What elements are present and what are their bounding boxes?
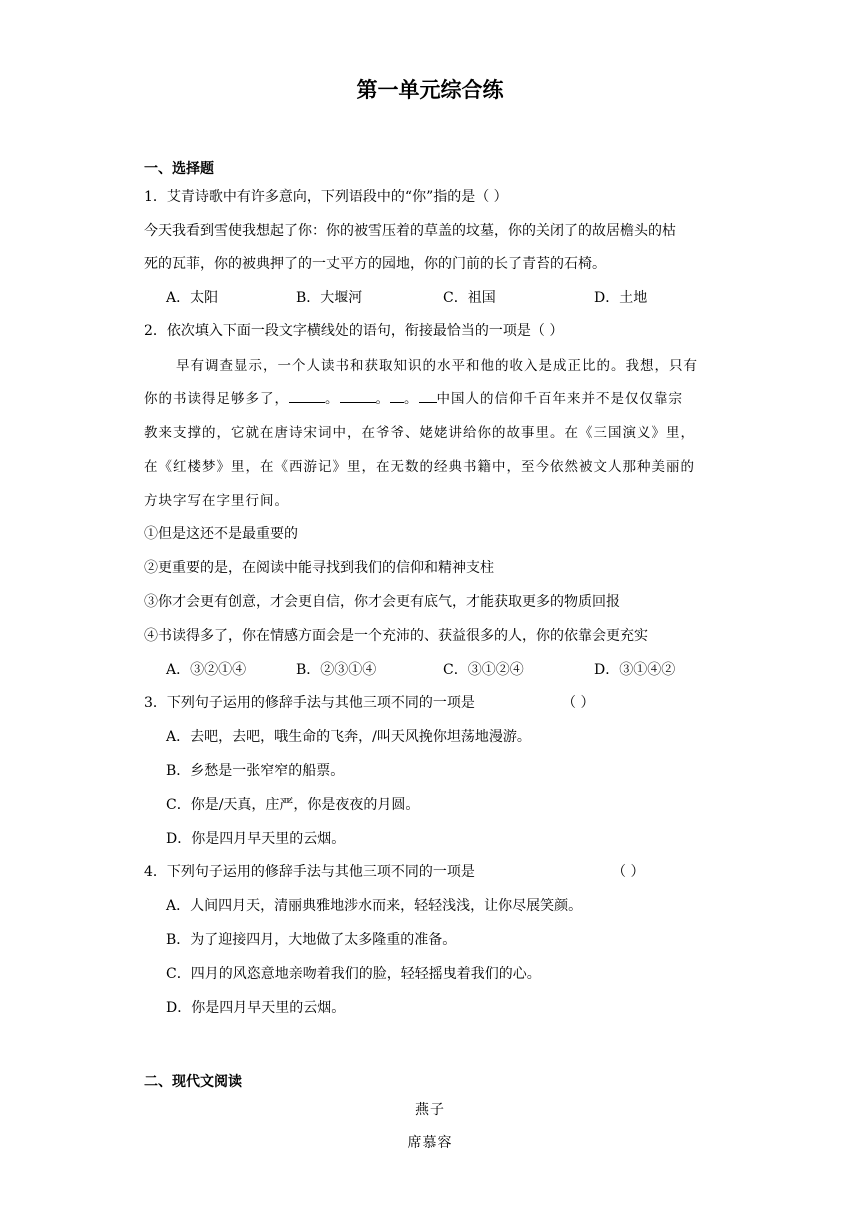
fill-blank-1[interactable] [289,390,325,403]
passage-punct: 。 [404,391,419,407]
question-2-option-c[interactable]: C．③①②④ [443,662,524,678]
question-4-option-a[interactable]: A．人间四月天，清丽典雅地涉水而来，轻轻浅浅，让你尽展笑颜。 [166,898,583,914]
question-2-option-a[interactable]: A．③②①④ [166,662,247,678]
question-2-sentence-3: ③你才会更有创意，才会更自信，你才会更有底气，才能获取更多的物质回报 [144,594,620,610]
question-3-option-c[interactable]: C．你是/天真，庄严，你是夜夜的月圆。 [166,797,420,813]
question-3-answer-paren[interactable]: （ ） [562,695,595,711]
question-1-option-d[interactable]: D．土地 [594,290,648,306]
question-1-option-b[interactable]: B．大堰河 [296,290,363,306]
question-3-option-a[interactable]: A．去吧，去吧，哦生命的飞奔，/叫天风挽你坦荡地漫游。 [166,729,531,745]
question-2-option-d[interactable]: D．③①④② [594,662,676,678]
question-3-option-b[interactable]: B．乡愁是一张窄窄的船票。 [166,763,345,779]
question-4-answer-paren[interactable]: （ ） [612,864,645,880]
question-4-stem: 4．下列句子运用的修辞手法与其他三项不同的一项是 [144,864,475,880]
fill-blank-2[interactable] [340,390,376,403]
question-2-passage-line-4: 在《红楼梦》里，在《西游记》里，在无数的经典书籍中，至今依然被文人那种美丽的 [144,459,695,475]
section-heading-reading: 二、现代文阅读 [144,1074,242,1090]
fill-blank-4[interactable] [419,390,437,403]
question-2-passage-line-5: 方块字写在字里行间。 [144,493,289,509]
question-2-sentence-4: ④书读得多了，你在情感方面会是一个充沛的、获益很多的人，你的依靠会更充实 [144,628,648,644]
question-2-option-b[interactable]: B．②③①④ [296,662,377,678]
question-3-stem: 3．下列句子运用的修辞手法与其他三项不同的一项是 [144,695,475,711]
question-2-passage-line-2 [144,387,683,407]
question-3-option-d[interactable]: D．你是四月早天里的云烟。 [166,831,346,847]
section-heading-choice: 一、选择题 [144,161,214,177]
question-2-passage-line-3: 教来支撑的，它就在唐诗宋词中，在爷爷、姥姥讲给你的故事里。在《三国演义》里， [144,425,695,441]
question-4-option-c[interactable]: C．四月的风恣意地亲吻着我们的脸，轻轻摇曳着我们的心。 [166,966,541,982]
question-2-stem: 2．依次填入下面一段文字横线处的语句，衔接最恰当的一项是（ ） [144,323,564,339]
article-title: 燕子 [415,1102,445,1118]
passage-punct: 。 [375,391,390,407]
question-1-stem: 1．艾青诗歌中有许多意向，下列语段中的“你”指的是（ ） [144,189,508,205]
question-4-option-b[interactable]: B．为了迎接四月，大地做了太多隆重的准备。 [166,932,457,948]
question-2-passage-line-1: 早有调查显示，一个人读书和获取知识的水平和他的收入是成正比的。我想，只有 [176,358,698,374]
question-2-sentence-2: ②更重要的是，在阅读中能寻找到我们的信仰和精神支柱 [144,560,494,576]
question-4-option-d[interactable]: D．你是四月早天里的云烟。 [166,1000,346,1016]
passage-text: 中国人的信仰千百年来并不是仅仅靠宗 [436,391,683,407]
question-1-text-line-1: 今天我看到雪使我想起了你：你的被雪压着的草盖的坟墓，你的关闭了的故居檐头的枯 [144,223,676,239]
page-title: 第一单元综合练 [356,78,504,102]
article-author: 席慕容 [407,1135,453,1151]
fill-blank-3[interactable] [390,390,404,403]
question-1-text-line-2: 死的瓦菲，你的被典押了的一丈平方的园地，你的门前的长了青苔的石椅。 [144,256,606,272]
passage-text: 你的书读得足够多了， [144,391,289,407]
question-2-sentence-1: ①但是这还不是最重要的 [144,526,298,542]
question-1-option-c[interactable]: C．祖国 [443,290,496,306]
passage-punct: 。 [325,391,340,407]
question-1-option-a[interactable]: A．太阳 [166,290,219,306]
